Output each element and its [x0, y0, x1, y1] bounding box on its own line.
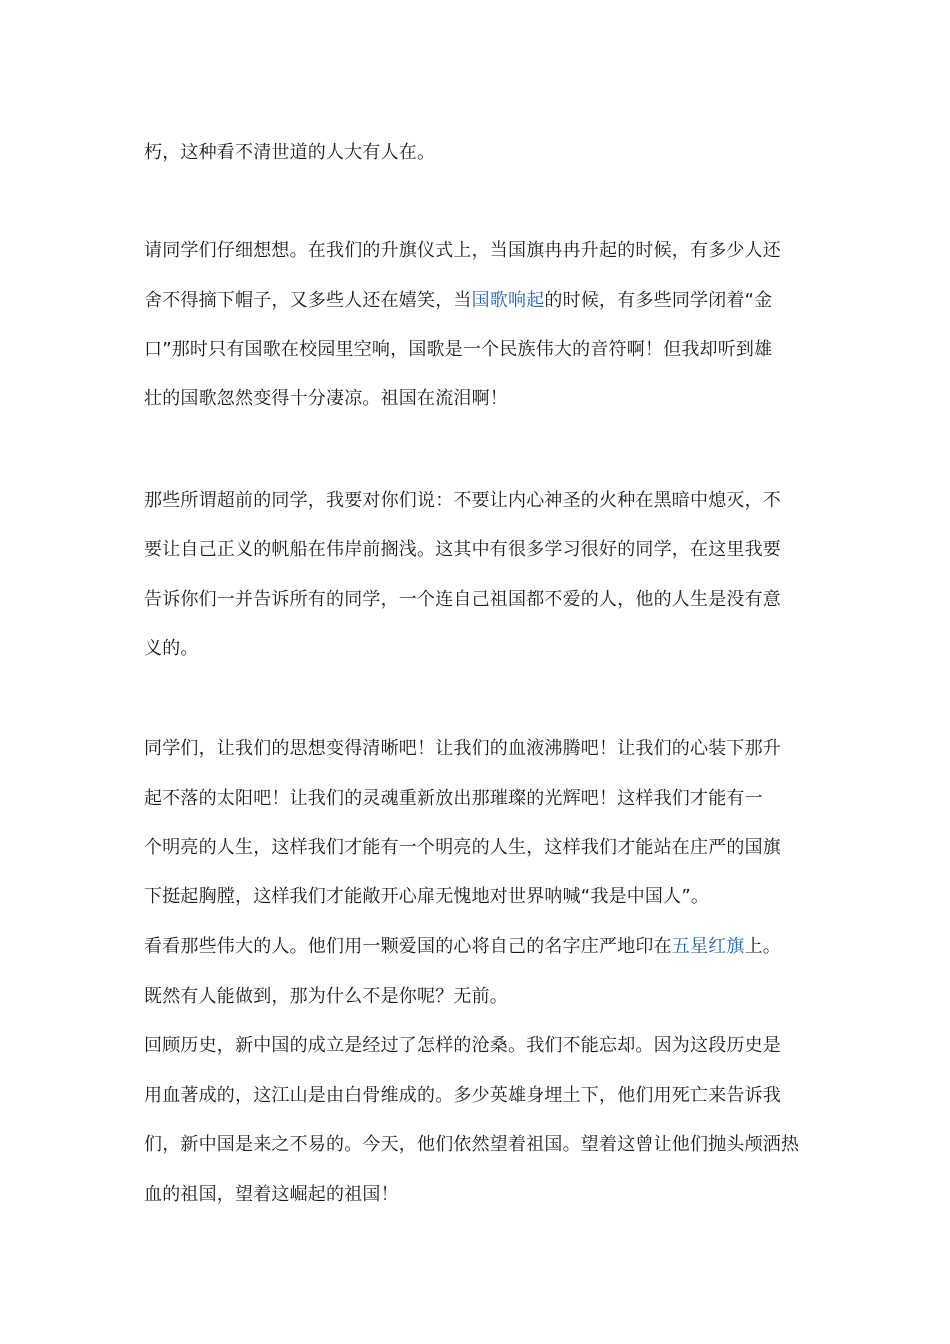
text-span: 回顾历史，新中国的成立是经过了怎样的沧桑。我们不能忘却。因为这段历史是 — [144, 1035, 781, 1056]
text-line — [144, 238, 814, 264]
text-span: 既然有人能做到，那为什么不是你呢？无前。 — [144, 986, 508, 1007]
text-line — [144, 587, 814, 613]
inline-link[interactable]: 五星红旗 — [671, 936, 745, 957]
text-span: 告诉你们一并告诉所有的同学，一个连自己祖国都不爱的人，他的人生是没有意 — [144, 589, 781, 610]
text-line — [144, 488, 814, 514]
text-span: 用血著成的，这江山是由白骨维成的。多少英雄身埋土下，他们用死亡来告诉我 — [144, 1085, 781, 1106]
text-span: 看看那些伟大的人。他们用一颗爱国的心将自己的名字庄严地印在 — [144, 936, 672, 957]
text-line — [144, 1033, 814, 1059]
text-line — [144, 984, 814, 1010]
text-line — [144, 288, 814, 314]
text-line — [144, 736, 814, 762]
text-line — [144, 537, 814, 563]
text-line — [144, 386, 814, 412]
text-line — [144, 1132, 814, 1158]
text-span: 个明亮的人生，这样我们才能有一个明亮的人生，这样我们才能站在庄严的国旗 — [144, 837, 781, 858]
text-span: 要让自己正义的帆船在伟岸前搁浅。这其中有很多学习很好的同学，在这里我要 — [144, 539, 781, 560]
text-line — [144, 1083, 814, 1109]
text-span: 壮的国歌忽然变得十分凄凉。祖国在流泪啊！ — [144, 388, 508, 409]
text-span: 上。 — [744, 936, 782, 957]
text-line — [144, 835, 814, 861]
text-span: 下挺起胸膛，这样我们才能敞开心扉无愧地对世界呐喊“我是中国人”。 — [144, 886, 710, 907]
inline-link[interactable]: 国歌响起 — [471, 290, 545, 311]
text-span: 舍不得摘下帽子，又多些人还在嬉笑，当 — [144, 290, 472, 311]
text-span: 朽，这种看不清世道的人大有人在。 — [144, 142, 436, 163]
text-span: 的时候，有多些同学闭着“金 — [544, 290, 773, 311]
text-line — [144, 636, 814, 662]
text-span: 血的祖国，望着这崛起的祖国！ — [144, 1184, 399, 1205]
text-span: 们，新中国是来之不易的。今天，他们依然望着祖国。望着这曾让他们抛头颅洒热 — [144, 1134, 800, 1155]
text-line — [144, 934, 814, 960]
text-span: 请同学们仔细想想。在我们的升旗仪式上，当国旗冉冉升起的时候，有多少人还 — [144, 240, 781, 261]
text-line — [144, 337, 814, 363]
text-span: 口”那时只有国歌在校园里空响，国歌是一个民族伟大的音符啊！但我却听到雄 — [144, 339, 773, 360]
text-span: 那些所谓超前的同学，我要对你们说：不要让内心神圣的火种在黑暗中熄灭，不 — [144, 490, 781, 511]
text-line — [144, 1182, 814, 1208]
text-line — [144, 786, 814, 812]
text-line — [144, 140, 814, 166]
text-span: 同学们，让我们的思想变得清晰吧！让我们的血液沸腾吧！让我们的心装下那升 — [144, 738, 781, 759]
text-span: 义的。 — [144, 638, 199, 659]
text-span: 起不落的太阳吧！让我们的灵魂重新放出那璀璨的光辉吧！这样我们才能有一 — [144, 788, 763, 809]
text-line — [144, 884, 814, 910]
